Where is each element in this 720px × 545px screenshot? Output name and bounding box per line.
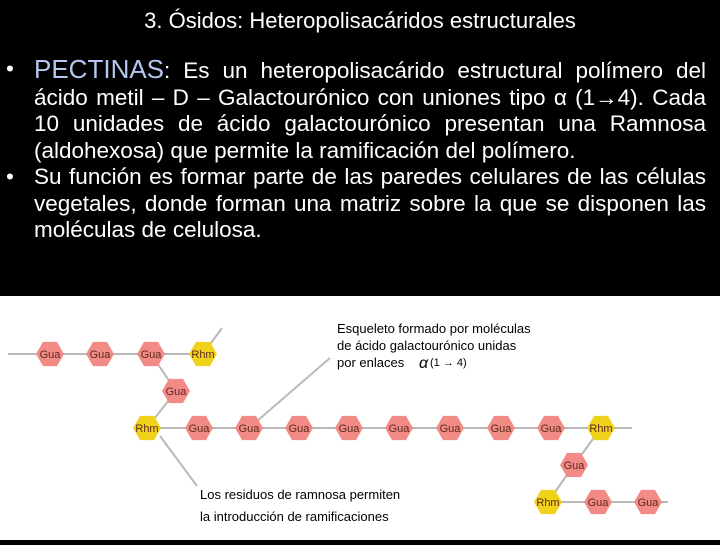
unit-label: Gua: [388, 423, 410, 435]
unit-label: Gua: [89, 349, 111, 361]
galacturonic-unit: [36, 342, 64, 366]
slide-title: 3. Ósidos: Heteropolisacáridos estructurales: [144, 8, 576, 33]
bond-type: (1 → 4): [430, 357, 467, 369]
galacturonic-unit: [285, 416, 313, 440]
ramnosa-unit: [587, 416, 615, 440]
unit-label: Gua: [439, 423, 461, 435]
caption-top-line3: por enlaces: [337, 355, 405, 370]
unit-label: Gua: [188, 423, 210, 435]
alpha-symbol: α: [419, 355, 429, 372]
galacturonic-unit: [185, 416, 213, 440]
unit-label: Rhm: [589, 423, 613, 435]
bullet-marker: •: [6, 164, 14, 189]
leader-line: [249, 358, 330, 428]
unit-label: Gua: [39, 349, 61, 361]
funcion-text: Su función es formar parte de las paredes celulares de las células vegetales, donde forman una matriz sobre la que se disponen las moléculas de celulosa.: [34, 164, 706, 242]
galacturonic-unit: [86, 342, 114, 366]
unit-label: Gua: [338, 423, 360, 435]
bullet-funcion: [6, 164, 706, 244]
galacturonic-unit: [537, 416, 565, 440]
bullet-marker: •: [6, 56, 14, 81]
pectin-structure-diagram: [0, 296, 720, 540]
ramnosa-unit: [189, 342, 217, 366]
caption-bottom-line1: Los residuos de ramnosa permiten: [200, 487, 401, 502]
galacturonic-unit: [584, 490, 612, 514]
unit-label: Gua: [165, 386, 187, 398]
ramnosa-unit: [133, 416, 161, 440]
galacturonic-unit: [436, 416, 464, 440]
unit-label: Rhm: [191, 349, 215, 361]
unit-label: Gua: [587, 497, 609, 509]
unit-label: Rhm: [536, 497, 560, 509]
unit-label: Gua: [637, 497, 659, 509]
pectin-structure-figure: [0, 296, 720, 540]
unit-label: Rhm: [135, 423, 159, 435]
unit-label: Gua: [238, 423, 260, 435]
unit-label: Gua: [140, 349, 162, 361]
ramnosa-unit: [534, 490, 562, 514]
bullet-pectinas: [6, 56, 706, 164]
leader-line: [160, 436, 197, 486]
galacturonic-unit: [634, 490, 662, 514]
pectinas-description: : Es un heteropolisacárido estructural polímero del ácido metil – D – Galactourónico con uniones tipo α (1→4). Cada 10 unidades de ácido galactourónico presentan una Ramnosa (aldohexosa) que permite la ramificación del polímero.: [34, 58, 706, 163]
unit-label: Gua: [540, 423, 562, 435]
galacturonic-unit: [335, 416, 363, 440]
caption-bottom-line2: la introducción de ramificaciones: [200, 509, 389, 524]
galacturonic-unit: [162, 379, 190, 403]
galacturonic-unit: [560, 453, 588, 477]
pectinas-keyword: PECTINAS: [34, 54, 165, 84]
slide-body: [6, 56, 706, 244]
unit-label: Gua: [288, 423, 310, 435]
unit-label: Gua: [563, 460, 585, 472]
unit-label: Gua: [490, 423, 512, 435]
galacturonic-unit: [487, 416, 515, 440]
galacturonic-unit: [137, 342, 165, 366]
caption-top-line1: Esqueleto formado por moléculas: [337, 321, 531, 336]
galacturonic-unit: [385, 416, 413, 440]
caption-top-line2: de ácido galactourónico unidas: [337, 338, 517, 353]
